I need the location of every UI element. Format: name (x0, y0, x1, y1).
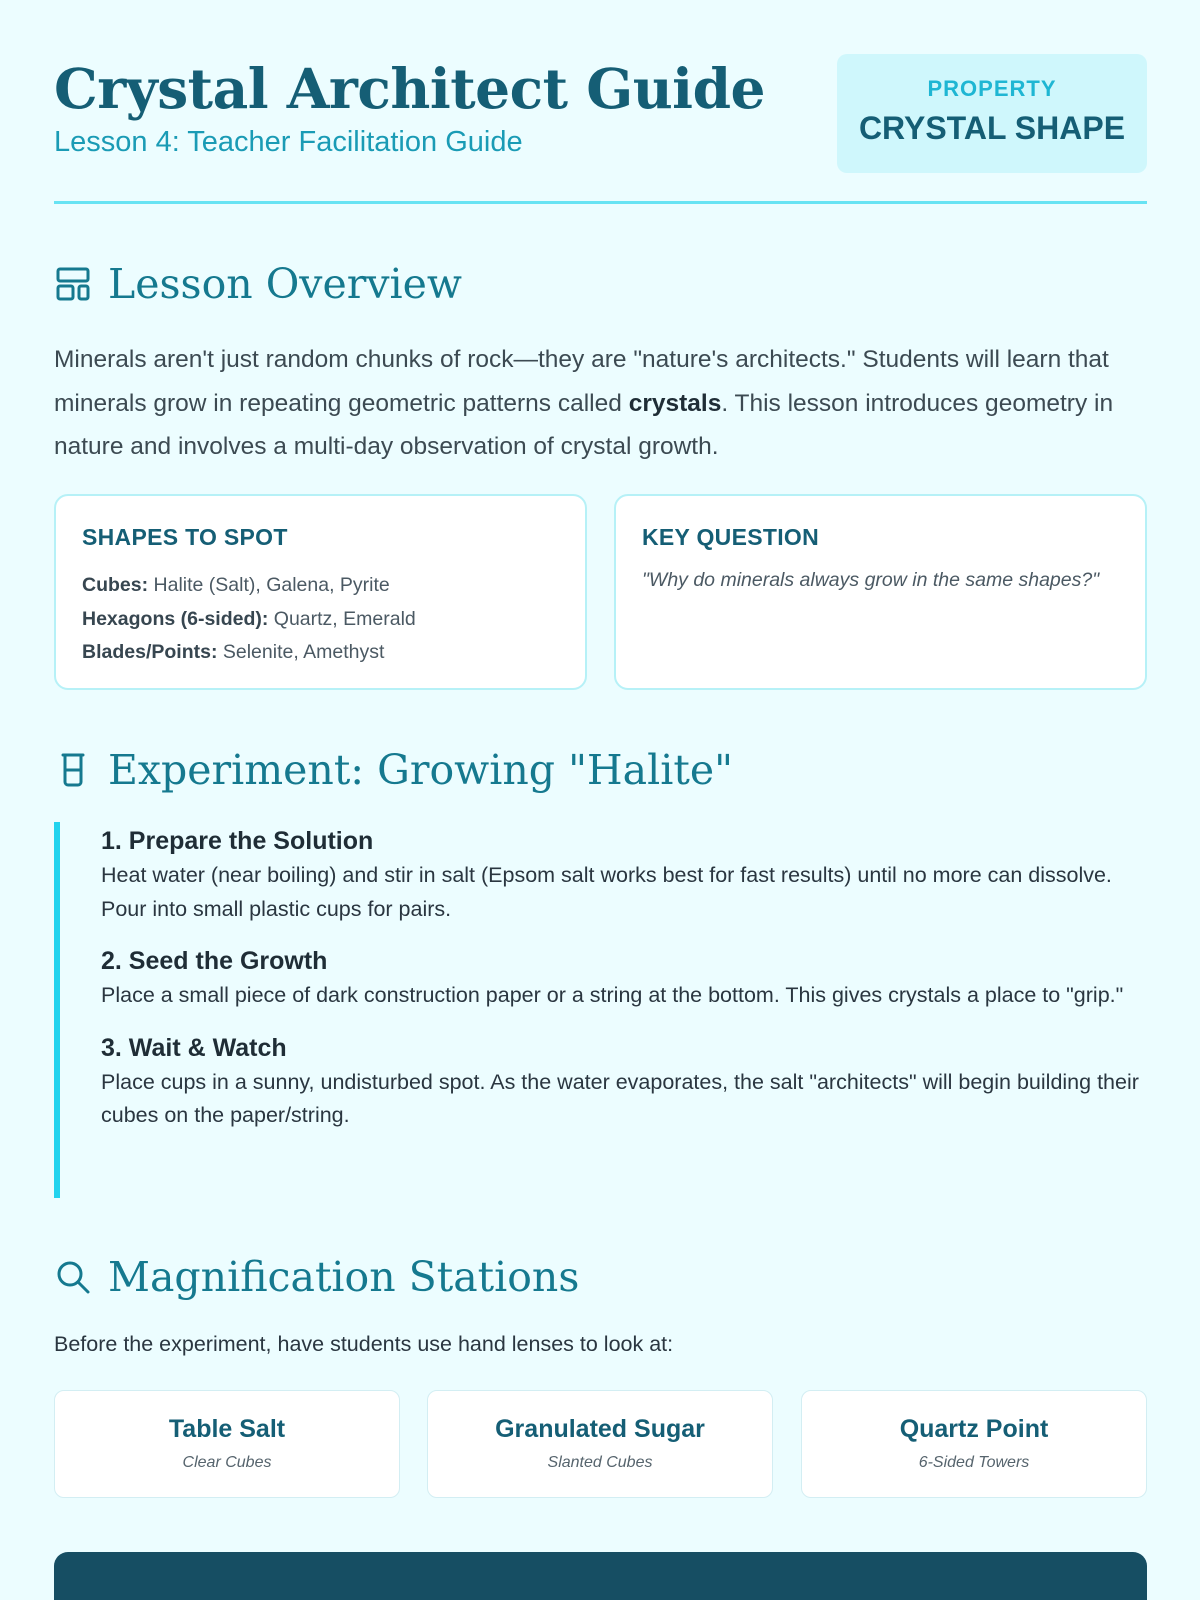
shape-row: Blades/Points: Selenite, Amethyst (82, 641, 385, 663)
search-icon (54, 1258, 92, 1296)
section-title: Lesson Overview (108, 260, 462, 308)
property-value: CRYSTAL SHAPE (858, 110, 1126, 146)
shape-row: Hexagons (6-sided): Quartz, Emerald (82, 607, 416, 630)
station-card (427, 1390, 773, 1498)
station-name: Table Salt (168, 1415, 286, 1443)
shape-row: Cubes: Halite (Salt), Galena, Pyrite (82, 574, 390, 596)
station-description: Clear Cubes (182, 1454, 272, 1471)
step-text: Place a small piece of dark construction paper or a string at the bottom. This gives crystals a place to "grip." (101, 983, 1124, 1007)
card-title: SHAPES TO SPOT (82, 524, 288, 550)
document-subtitle: Lesson 4: Teacher Facilitation Guide (54, 126, 523, 158)
stations-intro: Before the experiment, have students use hand lenses to look at: (54, 1332, 674, 1356)
station-description: 6-Sided Towers (918, 1454, 1030, 1471)
station-card (54, 1390, 400, 1498)
step-text: Place cups in a sunny, undisturbed spot. As the water evaporates, the salt "architects" will begin building their cubes on the paper/string. (101, 1069, 1139, 1127)
keyword-crystals: crystals (628, 389, 722, 417)
step-item (101, 827, 1147, 926)
magnification-heading (54, 1251, 579, 1303)
step-item (101, 1034, 1147, 1133)
section-title: Experiment: Growing "Halite" (108, 746, 733, 794)
layout-icon (54, 265, 92, 303)
overview-paragraph: Minerals aren't just random chunks of rock—they are "nature's architects." Students will learn that minerals grow in repeating geometric patterns called crystals. This lesson introduces geometry in nature and involves a multi-day observation of crystal growth. (54, 346, 1114, 460)
document-title: Crystal Architect Guide (54, 56, 766, 121)
beaker-icon (54, 751, 92, 789)
header (54, 0, 1147, 204)
footer-bar (54, 1552, 1147, 1600)
key-question-card (614, 494, 1147, 690)
step-title: 1. Prepare the Solution (101, 827, 374, 855)
section-title: Magnification Stations (108, 1253, 580, 1301)
step-item (101, 947, 1147, 1013)
station-name: Granulated Sugar (495, 1415, 705, 1443)
property-label: PROPERTY (927, 76, 1057, 101)
station-name: Quartz Point (899, 1415, 1049, 1443)
page (54, 0, 1147, 1471)
station-description: Slanted Cubes (547, 1454, 653, 1471)
shapes-to-spot-card (54, 494, 587, 690)
card-title: KEY QUESTION (642, 524, 819, 550)
key-question-text: "Why do minerals always grow in the same shapes?" (642, 569, 1100, 591)
step-title: 3. Wait & Watch (101, 1033, 287, 1062)
property-badge (837, 54, 1147, 173)
step-title: 2. Seed the Growth (101, 947, 328, 975)
lesson-overview-heading (54, 258, 462, 310)
station-card (801, 1390, 1147, 1498)
experiment-heading (54, 744, 733, 796)
experiment-steps (54, 822, 1147, 1198)
step-text: Heat water (near boiling) and stir in salt (Epsom salt works best for fast results) until no more can dissolve. Pour into small plastic cups for pairs. (101, 863, 1112, 921)
